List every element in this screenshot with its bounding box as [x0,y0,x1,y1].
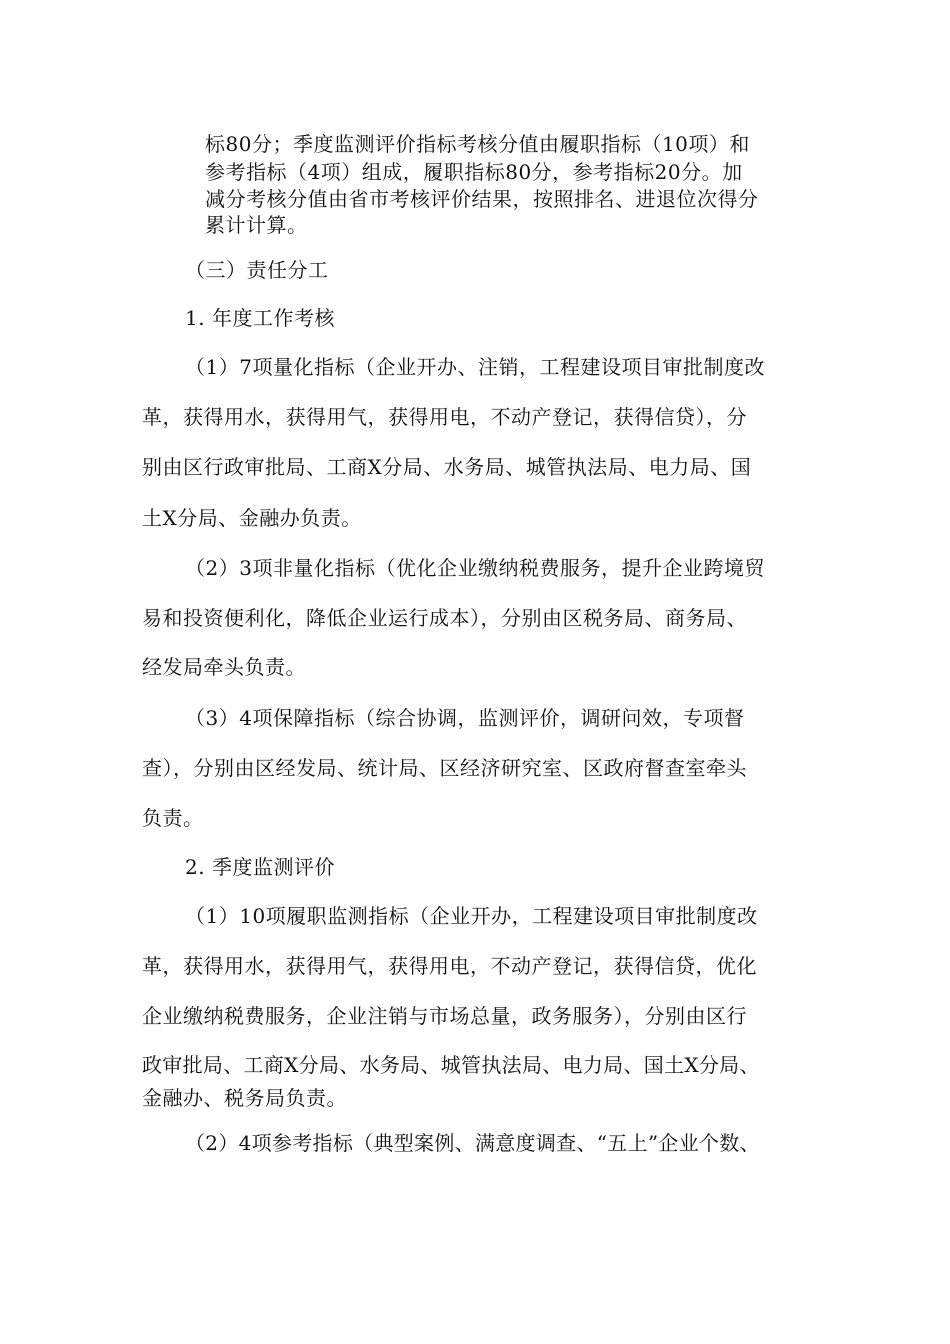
section-heading: （三）责任分工 [185,258,329,282]
quarterly-item1-line-5: 金融办、税务局负责。 [142,1086,347,1110]
intro-line-3: 减分考核分值由省市考核评价结果，按照排名、进退位次得分 [205,187,759,211]
annual-item3-line-3: 负责。 [142,806,204,830]
annual-heading: 1. 年度工作考核 [185,306,335,330]
annual-item1-line-2: 革，获得用水，获得用气，获得用电，不动产登记，获得信贷），分 [142,405,747,429]
quarterly-item1-line-3: 企业缴纳税费服务，企业注销与市场总量，政务服务），分别由区行 [142,1004,747,1028]
annual-item2-line-3: 经发局牵头负责。 [142,655,306,679]
annual-item2-line-1: （2）3项非量化指标（优化企业缴纳税费服务，提升企业跨境贸 [185,556,765,580]
quarterly-item1-line-4: 政审批局、工商X分局、水务局、城管执法局、电力局、国土X分局、 [142,1053,760,1077]
quarterly-item2-line-1: （2）4项参考指标（典型案例、满意度调查、“五上”企业个数、 [185,1131,760,1155]
annual-item3-line-1: （3）4项保障指标（综合协调，监测评价，调研问效，专项督 [185,706,745,730]
annual-item1-line-3: 别由区行政审批局、工商X分局、水务局、城管执法局、电力局、国 [142,455,752,479]
intro-line-4: 累计计算。 [205,213,308,237]
intro-line-1: 标80分；季度监测评价指标考核分值由履职指标（10项）和 [205,132,750,156]
quarterly-item1-line-1: （1）10项履职监测指标（企业开办，工程建设项目审批制度改 [185,904,758,928]
quarterly-heading: 2. 季度监测评价 [185,855,335,879]
intro-line-2: 参考指标（4项）组成，履职指标80分，参考指标20分。加 [205,160,743,184]
quarterly-item1-line-2: 革，获得用水，获得用气，获得用电，不动产登记，获得信贷，优化 [142,954,757,978]
annual-item2-line-2: 易和投资便利化，降低企业运行成本），分别由区税务局、商务局、 [142,606,747,630]
annual-item1-line-1: （1）7项量化指标（企业开办、注销，工程建设项目审批制度改 [185,355,765,379]
annual-item3-line-2: 查），分别由区经发局、统计局、区经济研究室、区政府督查室牵头 [142,756,747,780]
annual-item1-line-4: 土X分局、金融办负责。 [142,506,362,530]
